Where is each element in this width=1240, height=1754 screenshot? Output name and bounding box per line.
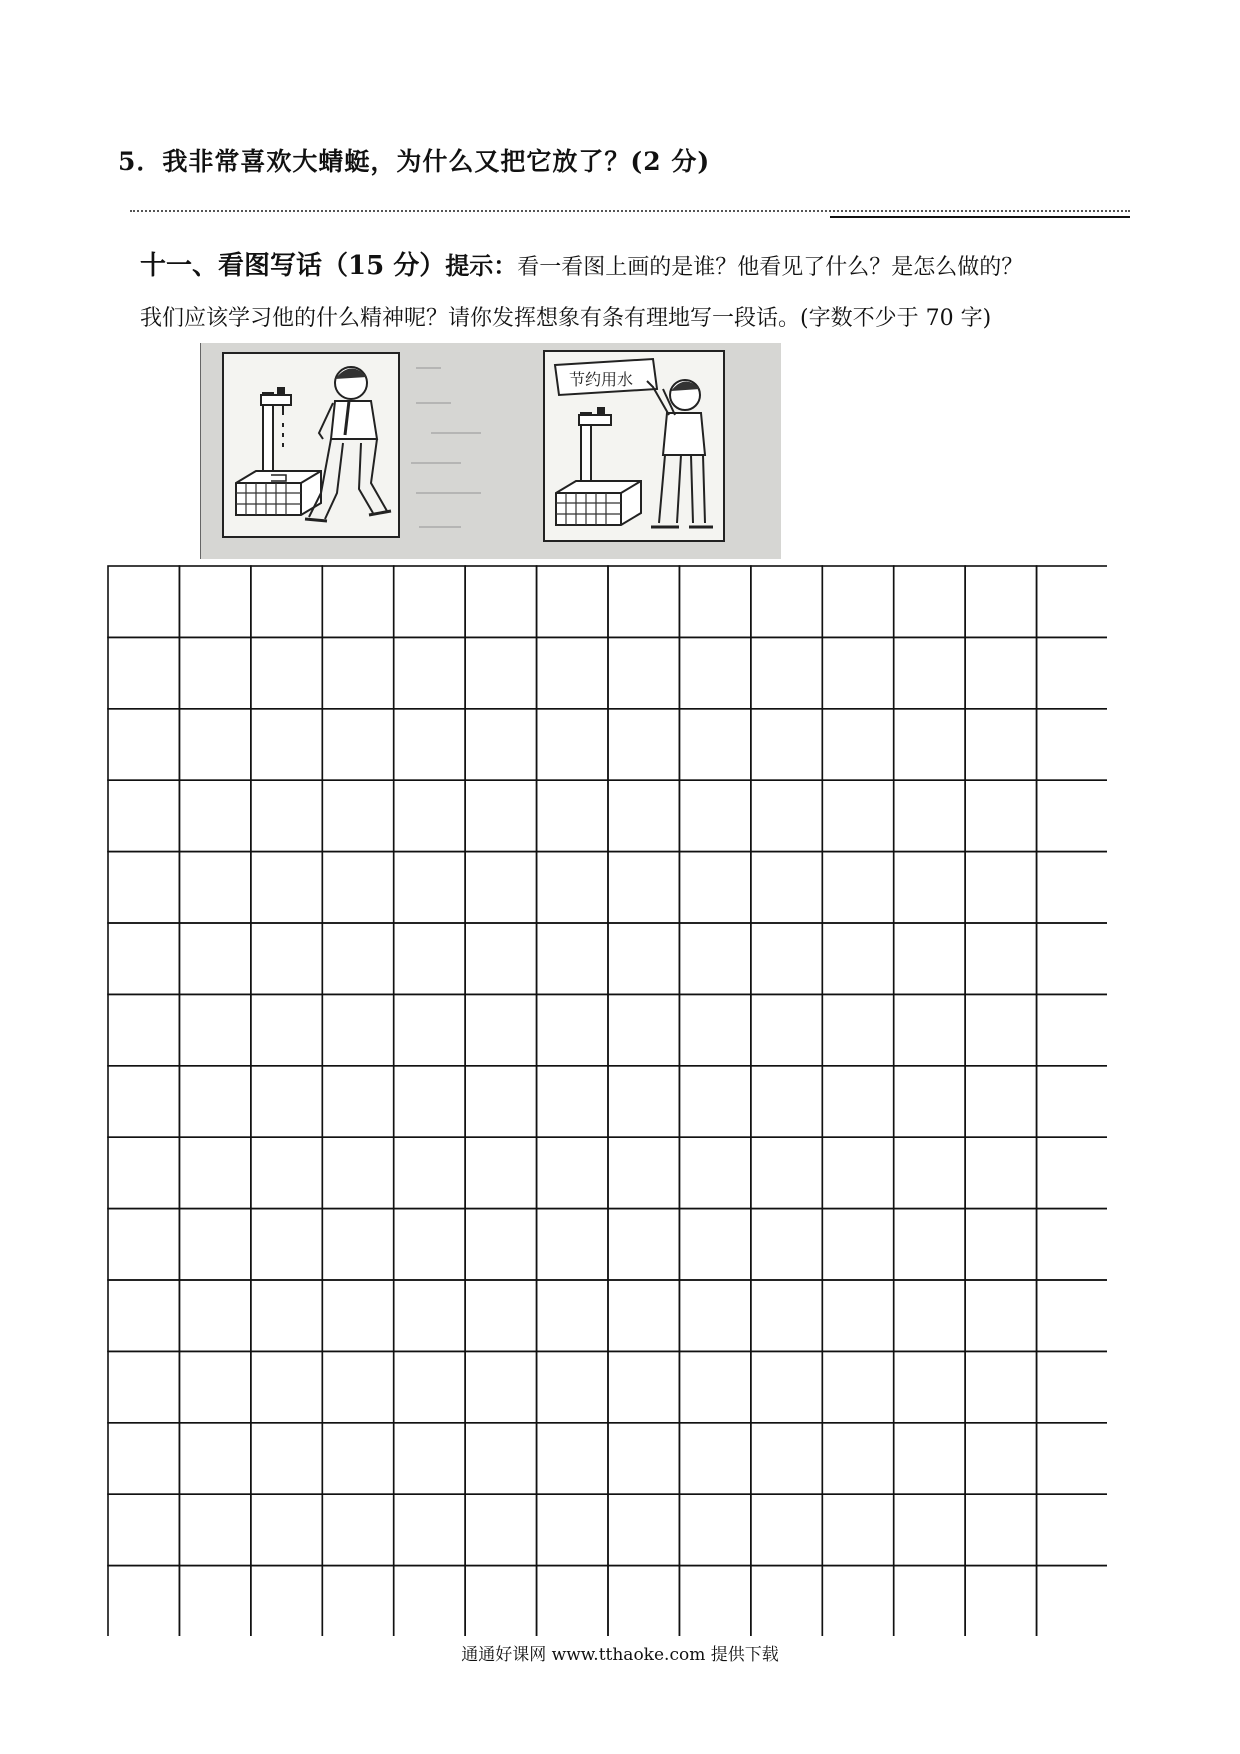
- grid-cell[interactable]: [108, 1066, 179, 1137]
- answer-line-dotted: [130, 210, 1130, 212]
- grid-cell[interactable]: [251, 1137, 322, 1208]
- grid-cell[interactable]: [608, 709, 679, 780]
- grid-cell[interactable]: [251, 1066, 322, 1137]
- grid-cell[interactable]: [1037, 1280, 1107, 1351]
- grid-cell[interactable]: [394, 1423, 465, 1494]
- grid-cell[interactable]: [108, 1137, 179, 1208]
- grid-cell[interactable]: [465, 566, 536, 637]
- grid-cell[interactable]: [679, 1066, 750, 1137]
- grid-cell[interactable]: [894, 1351, 965, 1422]
- grid-cell[interactable]: [108, 1494, 179, 1565]
- grid-cell[interactable]: [679, 1209, 750, 1280]
- grid-cell[interactable]: [822, 709, 893, 780]
- grid-cell[interactable]: [679, 1351, 750, 1422]
- grid-cell[interactable]: [465, 1137, 536, 1208]
- grid-cell[interactable]: [608, 1209, 679, 1280]
- grid-cell[interactable]: [394, 1280, 465, 1351]
- grid-cell[interactable]: [822, 1566, 893, 1636]
- grid-cell[interactable]: [394, 1209, 465, 1280]
- section-divider: [830, 216, 1130, 218]
- grid-cell[interactable]: [108, 1423, 179, 1494]
- grid-cell[interactable]: [965, 566, 1036, 637]
- grid-cell[interactable]: [751, 1566, 822, 1636]
- grid-cell[interactable]: [108, 1280, 179, 1351]
- section-11-line1: [140, 245, 1023, 282]
- grid-cell[interactable]: [894, 780, 965, 851]
- grid-cell[interactable]: [679, 923, 750, 994]
- grid-cell[interactable]: [965, 1566, 1036, 1636]
- grid-cell[interactable]: [822, 637, 893, 708]
- grid-cell[interactable]: [965, 1351, 1036, 1422]
- grid-cell[interactable]: [822, 1209, 893, 1280]
- grid-cell[interactable]: [1037, 780, 1107, 851]
- grid-cell[interactable]: [751, 1423, 822, 1494]
- grid-cell[interactable]: [608, 1137, 679, 1208]
- hint-label: 提示：: [445, 251, 518, 280]
- grid-cell[interactable]: [679, 1494, 750, 1565]
- grid-cell[interactable]: [537, 1494, 608, 1565]
- grid-cell[interactable]: [608, 994, 679, 1065]
- grid-cell[interactable]: [179, 709, 250, 780]
- writing-grid[interactable]: [107, 565, 1107, 1636]
- grid-cell[interactable]: [537, 1137, 608, 1208]
- grid-cell[interactable]: [322, 1351, 393, 1422]
- grid-cell[interactable]: [322, 1566, 393, 1636]
- question-5: 5．我非常喜欢大蜻蜓，为什么又把它放了？(2 分): [118, 147, 711, 176]
- grid-cell[interactable]: [465, 994, 536, 1065]
- grid-cell[interactable]: [751, 1066, 822, 1137]
- grid-cell[interactable]: [1037, 1494, 1107, 1565]
- grid-cell[interactable]: [822, 1280, 893, 1351]
- section-11-heading: 十一、看图写话（15 分）: [140, 251, 446, 281]
- grid-cell[interactable]: [822, 1137, 893, 1208]
- grid-cell[interactable]: [751, 637, 822, 708]
- grid-cell[interactable]: [751, 709, 822, 780]
- grid-cell[interactable]: [179, 1137, 250, 1208]
- hint-line-1: 看一看图上画的是谁？他看见了什么？是怎么做的？: [517, 255, 1024, 280]
- grid-cell[interactable]: [965, 1137, 1036, 1208]
- grid-cell[interactable]: [894, 709, 965, 780]
- grid-cell[interactable]: [965, 852, 1036, 923]
- grid-cell[interactable]: [1037, 923, 1107, 994]
- grid-cell[interactable]: [679, 780, 750, 851]
- grid-cell[interactable]: [394, 709, 465, 780]
- grid-cell[interactable]: [1037, 1566, 1107, 1636]
- grid-cell[interactable]: [537, 780, 608, 851]
- grid-cell[interactable]: [822, 1351, 893, 1422]
- grid-cell[interactable]: [322, 1423, 393, 1494]
- grid-cell[interactable]: [322, 1209, 393, 1280]
- grid-cell[interactable]: [251, 1494, 322, 1565]
- grid-cell[interactable]: [322, 780, 393, 851]
- grid-cell[interactable]: [322, 1494, 393, 1565]
- grid-cell[interactable]: [322, 709, 393, 780]
- grid-cell[interactable]: [179, 852, 250, 923]
- grid-cell[interactable]: [251, 637, 322, 708]
- grid-cell[interactable]: [465, 852, 536, 923]
- grid-cell[interactable]: [179, 637, 250, 708]
- grid-cell[interactable]: [1037, 852, 1107, 923]
- grid-cell[interactable]: [608, 566, 679, 637]
- grid-cell[interactable]: [465, 1494, 536, 1565]
- grid-cell[interactable]: [965, 1494, 1036, 1565]
- grid-cell[interactable]: [1037, 1351, 1107, 1422]
- grid-cell[interactable]: [894, 1280, 965, 1351]
- grid-cell[interactable]: [537, 852, 608, 923]
- grid-cell[interactable]: [394, 637, 465, 708]
- grid-cell[interactable]: [751, 1351, 822, 1422]
- grid-cell[interactable]: [822, 780, 893, 851]
- grid-cell[interactable]: [608, 1423, 679, 1494]
- grid-cell[interactable]: [179, 780, 250, 851]
- grid-cell[interactable]: [322, 637, 393, 708]
- grid-cell[interactable]: [608, 923, 679, 994]
- grid-cell[interactable]: [679, 852, 750, 923]
- grid-cell[interactable]: [322, 1137, 393, 1208]
- grid-cell[interactable]: [322, 1280, 393, 1351]
- grid-cell[interactable]: [608, 1494, 679, 1565]
- grid-cell[interactable]: [537, 1209, 608, 1280]
- grid-cell[interactable]: [465, 1351, 536, 1422]
- grid-cell[interactable]: [251, 566, 322, 637]
- grid-cell[interactable]: [1037, 994, 1107, 1065]
- grid-cell[interactable]: [965, 1066, 1036, 1137]
- panel-1-running-tap: [223, 353, 399, 537]
- grid-cell[interactable]: [394, 923, 465, 994]
- grid-cell[interactable]: [108, 780, 179, 851]
- grid-cell[interactable]: [751, 1280, 822, 1351]
- grid-cell[interactable]: [394, 994, 465, 1065]
- grid-cell[interactable]: [608, 637, 679, 708]
- grid-cell[interactable]: [965, 1423, 1036, 1494]
- grid-cell[interactable]: [608, 1566, 679, 1636]
- grid-cell[interactable]: [1037, 709, 1107, 780]
- grid-cell[interactable]: [1037, 1209, 1107, 1280]
- grid-cell[interactable]: [108, 1566, 179, 1636]
- grid-cell[interactable]: [179, 566, 250, 637]
- grid-cell[interactable]: [251, 1280, 322, 1351]
- grid-cell[interactable]: [1037, 1137, 1107, 1208]
- panel-2-posting-sign: [544, 351, 724, 541]
- grid-cell[interactable]: [465, 1066, 536, 1137]
- sign-text: 节约用水: [569, 370, 634, 389]
- grid-cell[interactable]: [679, 566, 750, 637]
- picture-illustration: [200, 343, 781, 559]
- grid-cell[interactable]: [108, 566, 179, 637]
- grid-cell[interactable]: [822, 1423, 893, 1494]
- footer-text: 通通好课网 www.tthaoke.com 提供下载: [461, 1645, 779, 1665]
- grid-cell[interactable]: [108, 1209, 179, 1280]
- grid-cell[interactable]: [965, 1209, 1036, 1280]
- grid-cell[interactable]: [965, 780, 1036, 851]
- grid-cell[interactable]: [537, 1066, 608, 1137]
- grid-cell[interactable]: [679, 709, 750, 780]
- grid-cell[interactable]: [608, 1351, 679, 1422]
- grid-cell[interactable]: [965, 994, 1036, 1065]
- grid-cell[interactable]: [894, 1066, 965, 1137]
- grid-cell[interactable]: [822, 1494, 893, 1565]
- grid-cell[interactable]: [894, 1209, 965, 1280]
- grid-cell[interactable]: [751, 566, 822, 637]
- grid-cell[interactable]: [751, 852, 822, 923]
- grid-cell[interactable]: [465, 1423, 536, 1494]
- grid-cell[interactable]: [894, 1566, 965, 1636]
- grid-cell[interactable]: [965, 923, 1036, 994]
- grid-cell[interactable]: [322, 994, 393, 1065]
- grid-cell[interactable]: [179, 994, 250, 1065]
- grid-cell[interactable]: [537, 637, 608, 708]
- grid-cell[interactable]: [394, 1066, 465, 1137]
- grid-cell[interactable]: [465, 1566, 536, 1636]
- grid-cell[interactable]: [465, 923, 536, 994]
- grid-cell[interactable]: [108, 637, 179, 708]
- grid-cell[interactable]: [965, 709, 1036, 780]
- grid-cell[interactable]: [179, 1566, 250, 1636]
- grid-cell[interactable]: [108, 994, 179, 1065]
- grid-cell[interactable]: [108, 923, 179, 994]
- grid-cell[interactable]: [894, 994, 965, 1065]
- grid-cell[interactable]: [537, 923, 608, 994]
- grid-cell[interactable]: [537, 1351, 608, 1422]
- grid-cell[interactable]: [179, 1280, 250, 1351]
- grid-cell[interactable]: [251, 923, 322, 994]
- grid-cell[interactable]: [1037, 637, 1107, 708]
- grid-cell[interactable]: [179, 1066, 250, 1137]
- grid-cell[interactable]: [894, 1137, 965, 1208]
- grid-cell[interactable]: [679, 1280, 750, 1351]
- grid-cell[interactable]: [251, 994, 322, 1065]
- grid-cell[interactable]: [894, 566, 965, 637]
- grid-cell[interactable]: [1037, 1423, 1107, 1494]
- grid-cell[interactable]: [822, 994, 893, 1065]
- grid-cell[interactable]: [394, 852, 465, 923]
- grid-cell[interactable]: [322, 923, 393, 994]
- grid-cell[interactable]: [537, 994, 608, 1065]
- grid-cell[interactable]: [465, 1209, 536, 1280]
- grid-cell[interactable]: [537, 566, 608, 637]
- grid-cell[interactable]: [537, 1566, 608, 1636]
- grid-cell[interactable]: [822, 923, 893, 994]
- grid-cell[interactable]: [251, 1351, 322, 1422]
- grid-cell[interactable]: [894, 852, 965, 923]
- grid-cell[interactable]: [1037, 566, 1107, 637]
- grid-cell[interactable]: [322, 852, 393, 923]
- grid-cell[interactable]: [965, 1280, 1036, 1351]
- grid-cell[interactable]: [608, 852, 679, 923]
- grid-cell[interactable]: [394, 566, 465, 637]
- grid-cell[interactable]: [465, 637, 536, 708]
- grid-cell[interactable]: [679, 637, 750, 708]
- grid-cell[interactable]: [465, 780, 536, 851]
- grid-cell[interactable]: [894, 1423, 965, 1494]
- grid-cell[interactable]: [251, 1566, 322, 1636]
- grid-cell[interactable]: [394, 1351, 465, 1422]
- grid-cell[interactable]: [822, 852, 893, 923]
- grid-cell[interactable]: [394, 1494, 465, 1565]
- grid-cell[interactable]: [679, 994, 750, 1065]
- grid-cell[interactable]: [1037, 1066, 1107, 1137]
- grid-cell[interactable]: [679, 1137, 750, 1208]
- grid-cell[interactable]: [894, 1494, 965, 1565]
- grid-cell[interactable]: [465, 1280, 536, 1351]
- grid-cell[interactable]: [537, 1423, 608, 1494]
- grid-cell[interactable]: [465, 709, 536, 780]
- grid-cell[interactable]: [894, 923, 965, 994]
- grid-cell[interactable]: [751, 1137, 822, 1208]
- grid-cell[interactable]: [394, 780, 465, 851]
- grid-cell[interactable]: [251, 780, 322, 851]
- grid-cell[interactable]: [179, 923, 250, 994]
- grid-cell[interactable]: [322, 566, 393, 637]
- grid-cell[interactable]: [608, 780, 679, 851]
- grid-cell[interactable]: [179, 1209, 250, 1280]
- grid-cell[interactable]: [251, 852, 322, 923]
- grid-cell[interactable]: [751, 1494, 822, 1565]
- grid-cell[interactable]: [108, 709, 179, 780]
- grid-cell[interactable]: [751, 1209, 822, 1280]
- grid-cell[interactable]: [179, 1351, 250, 1422]
- grid-cell[interactable]: [965, 637, 1036, 708]
- grid-cell[interactable]: [894, 637, 965, 708]
- grid-cell[interactable]: [608, 1280, 679, 1351]
- grid-cell[interactable]: [751, 780, 822, 851]
- grid-cell[interactable]: [394, 1566, 465, 1636]
- grid-cell[interactable]: [322, 1066, 393, 1137]
- hint-line-2: 我们应该学习他的什么精神呢？请你发挥想象有条有理地写一段话。(字数不少于 70 字): [140, 306, 992, 331]
- grid-cell[interactable]: [537, 709, 608, 780]
- grid-cell[interactable]: [822, 566, 893, 637]
- grid-cell[interactable]: [251, 1423, 322, 1494]
- grid-cell[interactable]: [751, 994, 822, 1065]
- grid-cell[interactable]: [537, 1280, 608, 1351]
- grid-cell[interactable]: [108, 852, 179, 923]
- grid-cell[interactable]: [108, 1351, 179, 1422]
- grid-cell[interactable]: [822, 1066, 893, 1137]
- grid-cell[interactable]: [394, 1137, 465, 1208]
- grid-cell[interactable]: [679, 1423, 750, 1494]
- grid-cell[interactable]: [179, 1494, 250, 1565]
- grid-cell[interactable]: [179, 1423, 250, 1494]
- grid-cell[interactable]: [251, 1209, 322, 1280]
- grid-cell[interactable]: [751, 923, 822, 994]
- grid-cell[interactable]: [608, 1066, 679, 1137]
- grid-cell[interactable]: [251, 709, 322, 780]
- grid-cell[interactable]: [679, 1566, 750, 1636]
